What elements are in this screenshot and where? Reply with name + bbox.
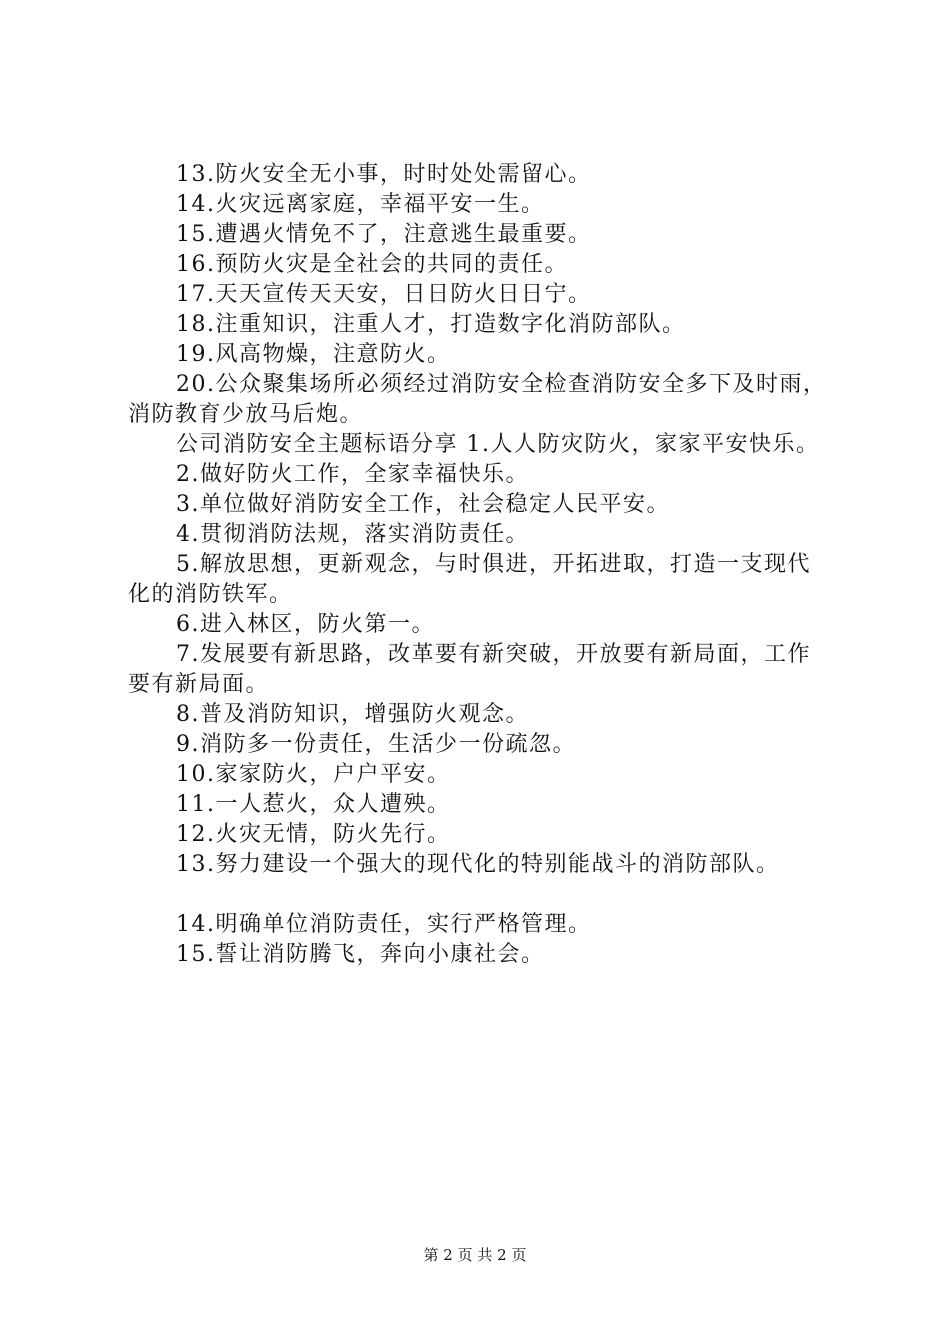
- paragraph: 2.做好防火工作，全家幸福快乐。: [176, 462, 529, 487]
- paragraph: 10.家家防火，户户平安。: [176, 762, 451, 787]
- paragraph: 16.预防火灾是全社会的共同的责任。: [176, 252, 568, 277]
- paragraph: 公司消防安全主题标语分享 1.人人防灾防火，家家平安快乐。: [176, 432, 820, 457]
- paragraph: 4.贯彻消防法规，落实消防责任。: [176, 522, 529, 547]
- paragraph: 13.防火安全无小事，时时处处需留心。: [176, 162, 592, 187]
- paragraph: 19.风高物燥，注意防火。: [176, 342, 451, 367]
- paragraph: 15.遭遇火情免不了，注意逃生最重要。: [176, 222, 592, 247]
- paragraph: 13.努力建设一个强大的现代化的特别能战斗的消防部队。: [176, 852, 780, 877]
- paragraph: 18.注重知识，注重人才，打造数字化消防部队。: [176, 312, 686, 337]
- paragraph: 17.天天宣传天天安，日日防火日日宁。: [176, 282, 592, 307]
- page-footer: 第 2 页 共 2 页: [423, 1246, 527, 1264]
- blank-line: [128, 880, 834, 910]
- paragraph: 20.公众聚集场所必须经过消防安全检查消防安全多下及时雨，消防教育少放马后炮。: [128, 372, 827, 427]
- paragraph: 11.一人惹火，众人遭殃。: [176, 792, 451, 817]
- paragraph: 14.火灾远离家庭，幸福平安一生。: [176, 192, 545, 217]
- paragraph: 6.进入林区，防火第一。: [176, 612, 435, 637]
- paragraph: 3.单位做好消防安全工作，社会稳定人民平安。: [176, 492, 670, 517]
- paragraph: 15.誓让消防腾飞，奔向小康社会。: [176, 942, 545, 967]
- document-body: [128, 160, 834, 970]
- paragraph: 7.发展要有新思路，改革要有新突破，开放要有新局面，工作要有新局面。: [128, 642, 811, 697]
- paragraph: 14.明确单位消防责任，实行严格管理。: [176, 912, 592, 937]
- paragraph: 8.普及消防知识，增强防火观念。: [176, 702, 529, 727]
- paragraph: 12.火灾无情，防火先行。: [176, 822, 451, 847]
- paragraph: 9.消防多一份责任，生活少一份疏忽。: [176, 732, 576, 757]
- paragraph: 5.解放思想，更新观念，与时俱进，开拓进取，打造一支现代化的消防铁军。: [128, 552, 811, 607]
